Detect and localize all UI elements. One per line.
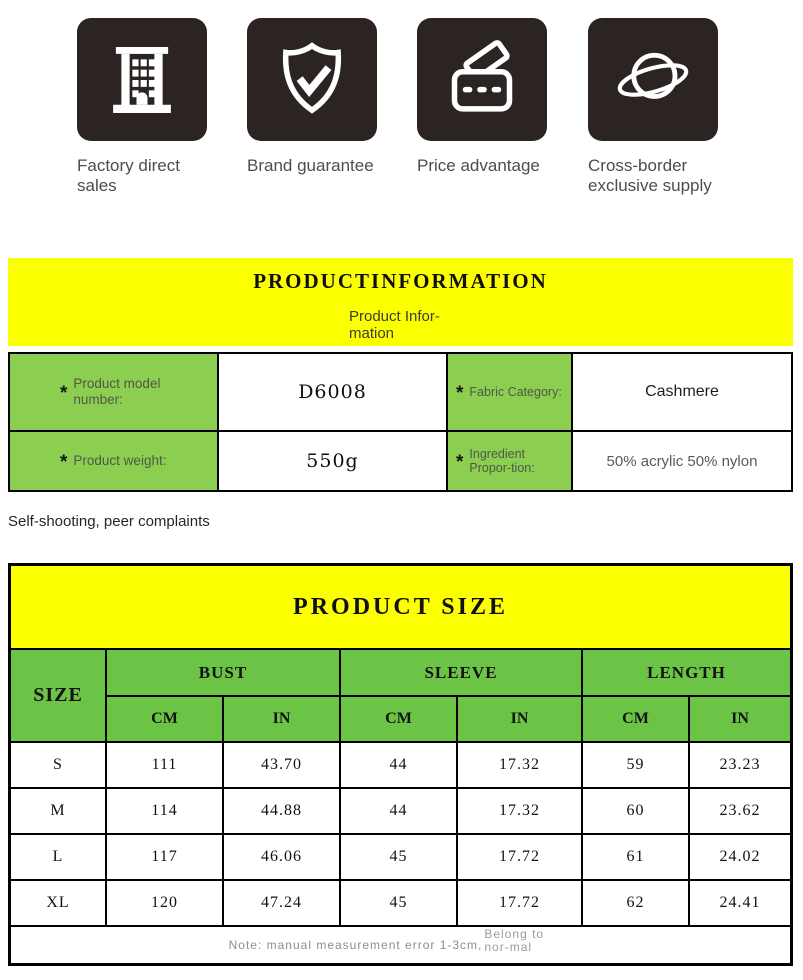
sleeve-in-header: IN: [458, 697, 581, 741]
table-cell: 17.32: [458, 789, 581, 833]
feature-badges-row: [0, 18, 803, 233]
self-shooting-note: Self-shooting, peer complaints: [8, 513, 210, 530]
info-value-ingredient-proportion: 50% acrylic 50% nylon: [573, 432, 791, 490]
table-cell: 23.62: [690, 789, 790, 833]
table-cell: 45: [341, 881, 456, 925]
size-grid: [11, 648, 790, 963]
shield-check-icon: [268, 36, 356, 124]
table-cell: 17.32: [458, 743, 581, 787]
size-column-header: SIZE: [11, 650, 105, 741]
icon-tile: [588, 18, 718, 141]
table-cell: 61: [583, 835, 688, 879]
feature-label: Brand guarantee: [247, 156, 374, 175]
info-label-product-weight: * Product weight:: [10, 432, 217, 490]
table-cell: 46.06: [224, 835, 339, 879]
product-information-title: PRODUCTINFORMATION: [253, 269, 548, 293]
feature-cross-border: [588, 18, 728, 196]
table-cell: 44: [341, 789, 456, 833]
required-asterisk: *: [60, 383, 68, 404]
feature-factory-direct: [77, 18, 217, 196]
planet-icon: [609, 36, 697, 124]
product-info-table: [8, 352, 793, 492]
measurement-note-sub: Belong to nor-mal: [484, 927, 545, 954]
length-cm-header: CM: [583, 697, 688, 741]
table-cell: 117: [107, 835, 222, 879]
measurement-note-row: [11, 927, 790, 963]
icon-tile: [77, 18, 207, 141]
sleeve-group-header: SLEEVE: [341, 650, 581, 695]
table-cell: 23.23: [690, 743, 790, 787]
wallet-cards-icon: [438, 36, 526, 124]
info-label-ingredient-proportion: * Ingredient Propor-tion:: [448, 432, 571, 490]
table-cell: 62: [583, 881, 688, 925]
table-cell: 114: [107, 789, 222, 833]
table-cell: 111: [107, 743, 222, 787]
table-cell: 44.88: [224, 789, 339, 833]
feature-brand-guarantee: [247, 18, 387, 176]
product-information-subtitle: Product Infor-mation: [349, 308, 440, 342]
table-cell: 60: [583, 789, 688, 833]
product-information-banner: [8, 258, 793, 346]
table-cell: 43.70: [224, 743, 339, 787]
table-cell: 17.72: [458, 881, 581, 925]
icon-tile: [417, 18, 547, 141]
feature-price-advantage: [417, 18, 557, 176]
product-size-banner: [11, 566, 790, 648]
size-row-label: L: [11, 835, 105, 879]
feature-label: Factory direct sales: [77, 156, 180, 196]
table-cell: 45: [341, 835, 456, 879]
info-value-model-number: D6008: [219, 354, 446, 430]
table-cell: 59: [583, 743, 688, 787]
table-cell: 17.72: [458, 835, 581, 879]
length-group-header: LENGTH: [583, 650, 790, 695]
size-row-label: S: [11, 743, 105, 787]
bust-group-header: BUST: [107, 650, 339, 695]
required-asterisk: *: [456, 452, 464, 473]
bust-in-header: IN: [224, 697, 339, 741]
product-size-title: PRODUCT SIZE: [293, 593, 508, 620]
building-icon: [98, 36, 186, 124]
info-label-model-number: * Product model number:: [10, 354, 217, 430]
table-cell: 120: [107, 881, 222, 925]
size-row-label: M: [11, 789, 105, 833]
table-cell: 24.41: [690, 881, 790, 925]
length-in-header: IN: [690, 697, 790, 741]
table-cell: 24.02: [690, 835, 790, 879]
feature-label: Price advantage: [417, 156, 540, 175]
info-label-fabric-category: * Fabric Category:: [448, 354, 571, 430]
required-asterisk: *: [456, 383, 464, 404]
info-value-fabric-category: Cashmere: [573, 354, 791, 430]
product-size-table: [8, 563, 793, 966]
table-cell: 44: [341, 743, 456, 787]
info-value-product-weight: 550g: [219, 432, 446, 490]
required-asterisk: *: [60, 452, 68, 473]
sleeve-cm-header: CM: [341, 697, 456, 741]
icon-tile: [247, 18, 377, 141]
measurement-note-main: Note: manual measurement error 1-3cm,: [228, 938, 483, 952]
bust-cm-header: CM: [107, 697, 222, 741]
feature-label: Cross-border exclusive supply: [588, 156, 712, 196]
size-row-label: XL: [11, 881, 105, 925]
table-cell: 47.24: [224, 881, 339, 925]
